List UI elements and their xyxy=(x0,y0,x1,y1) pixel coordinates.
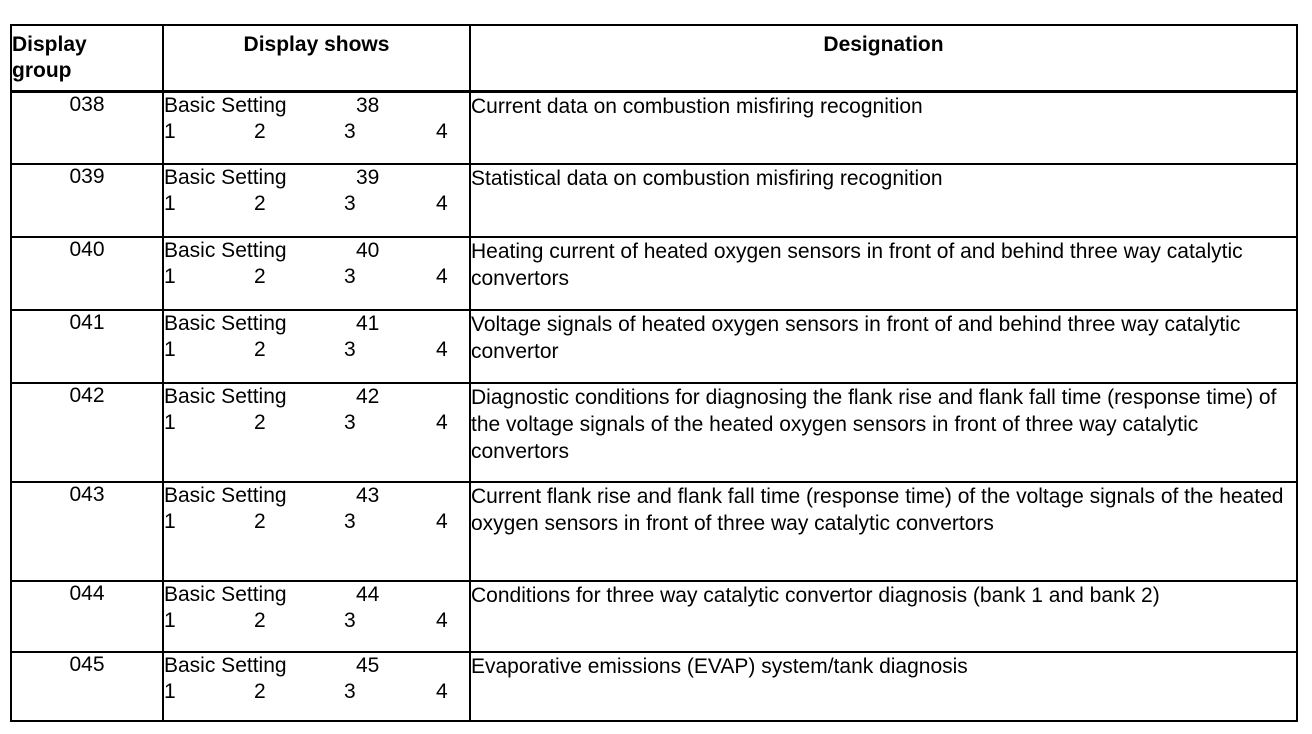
display-group-cell: 040 xyxy=(11,237,163,310)
display-field-2: 2 xyxy=(254,609,266,632)
display-shows-heading xyxy=(164,582,469,608)
display-field-4: 4 xyxy=(436,119,448,143)
display-fields xyxy=(164,337,469,363)
display-shows-cell xyxy=(163,652,470,721)
display-field-3: 3 xyxy=(344,119,356,143)
display-shows-heading xyxy=(164,384,469,410)
display-field-4: 4 xyxy=(436,338,448,361)
display-group-number: 44 xyxy=(356,583,380,606)
display-shows-heading xyxy=(164,165,469,191)
display-field-4: 4 xyxy=(436,609,448,632)
display-shows-cell xyxy=(163,482,470,581)
display-fields xyxy=(164,410,469,436)
display-field-3: 3 xyxy=(344,338,356,361)
display-field-4: 4 xyxy=(436,680,448,703)
header-display-group-label: Display group xyxy=(12,33,87,82)
basic-setting-label: Basic Setting xyxy=(164,239,287,262)
designation-cell: Statistical data on combustion misfiring recognition xyxy=(470,164,1297,237)
display-field-1: 1 xyxy=(164,192,176,215)
table-row xyxy=(11,581,1297,652)
display-field-2: 2 xyxy=(254,265,266,288)
display-field-1: 1 xyxy=(164,265,176,288)
display-field-3: 3 xyxy=(344,680,356,703)
basic-setting-label: Basic Setting xyxy=(164,385,287,408)
display-group-number: 42 xyxy=(356,385,380,408)
display-field-2: 2 xyxy=(254,119,266,143)
designation-cell: Voltage signals of heated oxygen sensors in front of and behind three way catalytic convertor xyxy=(470,310,1297,383)
table-row xyxy=(11,237,1297,310)
table-body xyxy=(11,91,1297,721)
display-fields xyxy=(164,509,469,535)
display-field-2: 2 xyxy=(254,510,266,533)
display-groups-table xyxy=(10,24,1298,722)
display-field-4: 4 xyxy=(436,192,448,215)
display-field-1: 1 xyxy=(164,609,176,632)
display-fields xyxy=(164,608,469,634)
display-fields xyxy=(164,679,469,705)
display-field-2: 2 xyxy=(254,680,266,703)
display-group-number: 39 xyxy=(356,166,380,189)
table-row xyxy=(11,91,1297,164)
designation-cell: Current flank rise and flank fall time (response time) of the voltage signals of the heated oxygen sensors in front of three way catalytic convertors xyxy=(470,482,1297,581)
display-field-3: 3 xyxy=(344,192,356,215)
display-shows-cell xyxy=(163,91,470,164)
header-display-shows: Display shows xyxy=(163,25,470,91)
display-group-cell: 043 xyxy=(11,482,163,581)
basic-setting-label: Basic Setting xyxy=(164,312,287,335)
display-field-1: 1 xyxy=(164,338,176,361)
display-fields xyxy=(164,191,469,217)
basic-setting-label: Basic Setting xyxy=(164,484,287,507)
display-group-cell: 042 xyxy=(11,383,163,482)
display-field-4: 4 xyxy=(436,265,448,288)
basic-setting-label: Basic Setting xyxy=(164,93,287,117)
display-group-cell: 044 xyxy=(11,581,163,652)
display-group-number: 45 xyxy=(356,654,380,677)
display-group-number: 40 xyxy=(356,239,380,262)
display-field-3: 3 xyxy=(344,411,356,434)
display-field-1: 1 xyxy=(164,510,176,533)
display-group-cell: 038 xyxy=(11,91,163,164)
display-shows-heading xyxy=(164,311,469,337)
display-group-cell: 045 xyxy=(11,652,163,721)
display-shows-cell xyxy=(163,581,470,652)
display-groups-table-wrapper xyxy=(10,24,1298,722)
display-shows-heading xyxy=(164,238,469,264)
display-field-4: 4 xyxy=(436,411,448,434)
display-shows-cell xyxy=(163,310,470,383)
header-designation: Designation xyxy=(470,25,1297,91)
display-field-1: 1 xyxy=(164,119,176,143)
display-group-number: 41 xyxy=(356,312,380,335)
table-row xyxy=(11,652,1297,721)
header-display-group xyxy=(11,25,163,91)
display-field-3: 3 xyxy=(344,609,356,632)
display-group-number: 38 xyxy=(356,93,380,117)
designation-cell: Heating current of heated oxygen sensors in front of and behind three way catalytic convertors xyxy=(470,237,1297,310)
basic-setting-label: Basic Setting xyxy=(164,166,287,189)
table-row xyxy=(11,310,1297,383)
display-shows-heading xyxy=(164,653,469,679)
display-field-1: 1 xyxy=(164,411,176,434)
designation-cell: Evaporative emissions (EVAP) system/tank diagnosis xyxy=(470,652,1297,721)
table-header-row xyxy=(11,25,1297,91)
display-shows-heading xyxy=(164,93,469,119)
display-field-4: 4 xyxy=(436,510,448,533)
display-field-1: 1 xyxy=(164,680,176,703)
designation-cell: Conditions for three way catalytic convertor diagnosis (bank 1 and bank 2) xyxy=(470,581,1297,652)
table-row xyxy=(11,383,1297,482)
display-shows-heading xyxy=(164,483,469,509)
display-fields xyxy=(164,119,469,145)
table-row xyxy=(11,482,1297,581)
display-fields xyxy=(164,264,469,290)
display-group-cell: 039 xyxy=(11,164,163,237)
designation-cell: Current data on combustion misfiring recognition xyxy=(470,91,1297,164)
basic-setting-label: Basic Setting xyxy=(164,583,287,606)
display-shows-cell xyxy=(163,237,470,310)
basic-setting-label: Basic Setting xyxy=(164,654,287,677)
table-row xyxy=(11,164,1297,237)
display-field-2: 2 xyxy=(254,338,266,361)
display-field-3: 3 xyxy=(344,510,356,533)
display-field-2: 2 xyxy=(254,411,266,434)
designation-cell: Diagnostic conditions for diagnosing the flank rise and flank fall time (response time) of the voltage signals of the heated oxygen sensors in front of three way catalytic convertors xyxy=(470,383,1297,482)
display-shows-cell xyxy=(163,164,470,237)
display-group-cell: 041 xyxy=(11,310,163,383)
display-field-3: 3 xyxy=(344,265,356,288)
display-field-2: 2 xyxy=(254,192,266,215)
display-shows-cell xyxy=(163,383,470,482)
display-group-number: 43 xyxy=(356,484,380,507)
